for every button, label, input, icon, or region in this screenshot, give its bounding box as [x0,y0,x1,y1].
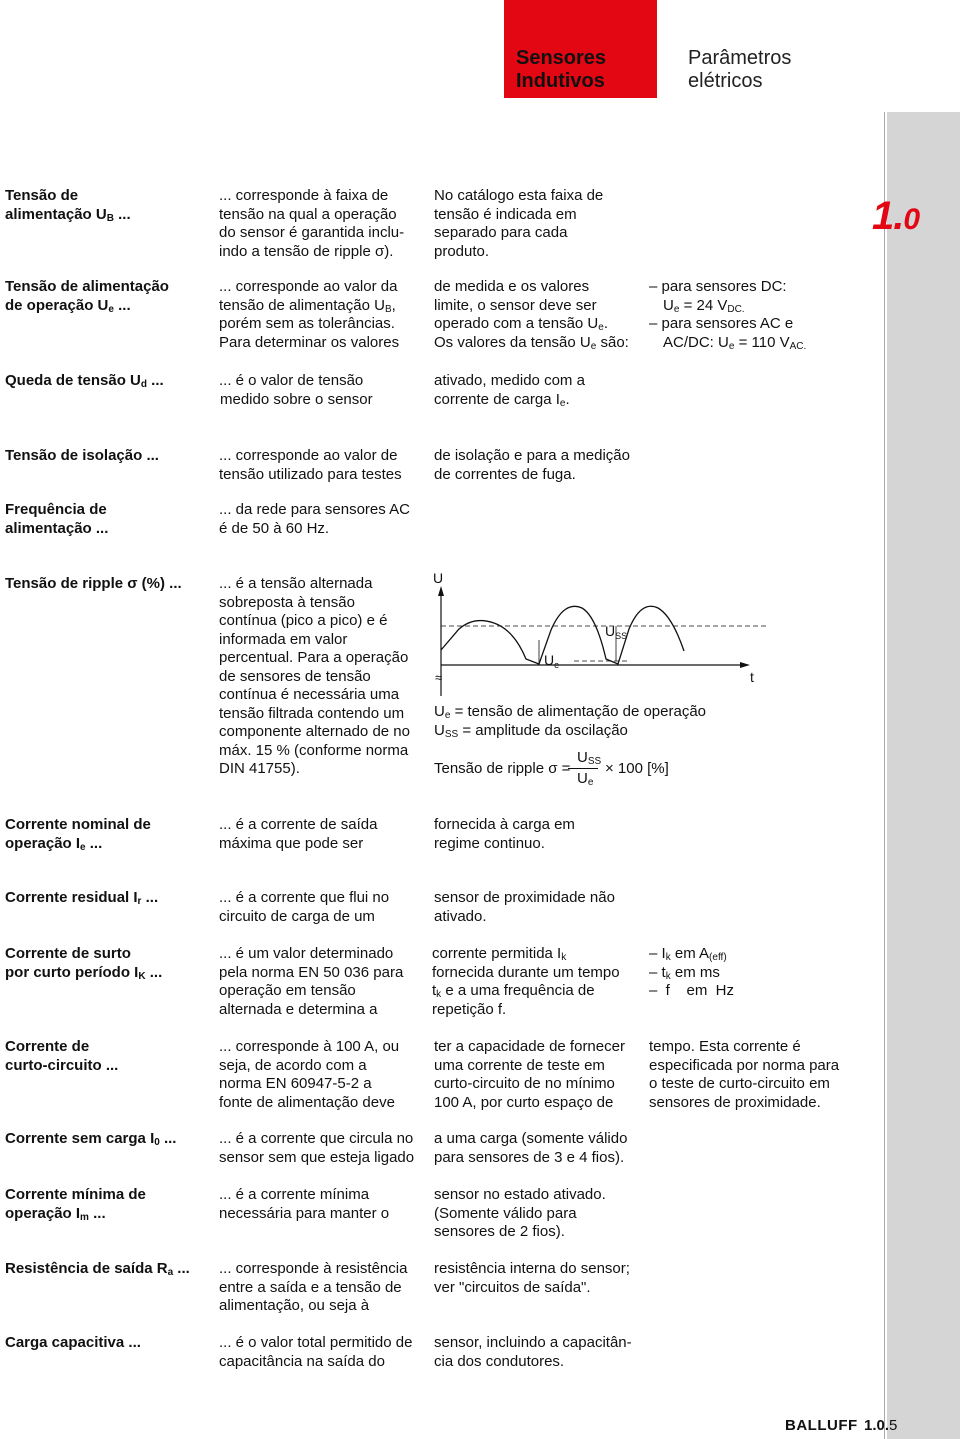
ripple-curve [441,606,684,664]
note-minima: sensor no estado ativado. (Somente válido para sensores de 2 fios). [434,1186,606,1240]
term-queda: Queda de tensão $U_d$ ... [5,372,164,390]
uss-label: $U_{SS}$ [605,623,628,641]
note-curto: ter a capacidade de fornecer uma corrente de teste em curto-circuito de no mínimo 100 A, por curto espaço de [434,1038,625,1111]
term-semcarga: Corrente sem carga $I_0$ ... [5,1130,177,1148]
note-surto: corrente permitida $I_k$ fornecida durante um tempo $t_k$ e a uma frequência de repetição f. [432,945,620,1018]
axis-break-mark: ≈ [435,670,443,685]
definition-ripple: ... é a tensão alternada sobreposta à tensão contínua (pico a pico) e é informada em valor percentual. Para a operação de sensores de tensão contínua é necessária uma tensão filtrada contendo um componente alternado de no máx. 15 % (conforme norma DIN 41755). [219,575,410,777]
definition-frequencia: ... da rede para sensores AC é de 50 à 60 Hz. [219,501,410,537]
term-isolacao: Tensão de isolação ... [5,447,159,464]
ripple-formula: Tensão de ripple σ = $U_{SS}$ $U_e$ × 100 [%] [434,749,669,788]
fraction-bar [568,768,598,769]
definition-resistencia: ... corresponde à resistência entre a saída e a tensão de alimentação, ou seja à [219,1260,408,1314]
note-isolacao: de isolação e para a medição de correntes de fuga. [434,447,630,483]
definition-semcarga: ... é a corrente que circula no sensor sem que esteja ligado [219,1130,415,1166]
definition-capacitiva: ... é o valor total permitido de capacitância na saída do [219,1334,413,1370]
definition-operacao: ... corresponde ao valor da tensão de alimentação $U_B$, porém sem as tolerâncias. Para determinar os valores [219,278,400,351]
x-axis-arrow [740,662,750,668]
term-minima: Corrente mínima de operação $I_m$ ... [5,1186,146,1223]
term-alimentacao: Tensão de alimentação $U_B$ ... [5,187,131,224]
y-axis-label: U [433,570,444,586]
definition-minima: ... é a corrente mínima necessária para manter o [219,1186,390,1222]
term-frequencia: Frequência de alimentação ... [5,501,109,537]
term-nominal: Corrente nominal de operação $I_e$ ... [5,816,151,853]
term-operacao: Tensão de alimentação de operação $U_e$ ... [5,278,169,315]
note-curto-continued: tempo. Esta corrente é especificada por norma para o teste de curto-circuito em sensores de proximidade. [649,1038,840,1111]
definition-nominal: ... é a corrente de saída máxima que pode ser [219,816,378,852]
note-capacitiva: sensor, incluindo a capacitân- cia dos condutores. [434,1334,632,1370]
x-axis-label: t [750,669,754,685]
ripple-legend: $U_e$ = tensão de alimentação de operação $U_{SS}$ = amplitude da oscilação [434,703,707,740]
chapter-side-tab [887,112,960,1439]
note-resistencia: resistência interna do sensor; ver "circuitos de saída". [434,1260,630,1296]
note-residual: sensor de proximidade não ativado. [434,889,615,925]
note-nominal: fornecida à carga em regime continuo. [434,816,575,852]
term-surto: Corrente de surto por curto período $I_K$ ... [5,945,163,982]
topic-title: Parâmetros elétricos [688,47,792,92]
term-capacitiva: Carga capacitiva ... [5,1334,141,1351]
term-curto: Corrente de curto-circuito ... [5,1038,119,1074]
term-residual: Corrente residual $I_r$ ... [5,889,159,907]
note-operacao: de medida e os valores limite, o sensor deve ser operado com a tensão $U_e$. Os valores da tensão $U_e$ são: [434,278,629,352]
balluff-logo: BALLUFF [785,1417,858,1434]
ripple-waveform-diagram [424,566,784,698]
definition-residual: ... é a corrente que flui no circuito de carga de um [219,889,390,925]
term-resistencia: Resistência de saída $R_a$ ... [5,1260,190,1278]
note-semcarga: a uma carga (somente válido para sensores de 3 e 4 fios). [434,1130,628,1166]
definition-surto: ... é um valor determinado pela norma EN 50 036 para operação em tensão alternada e determina a [219,945,404,1018]
term-ripple: Tensão de ripple σ (%) ... [5,575,182,592]
definition-queda: ... é o valor de tensão medido sobre o sensor [219,372,373,408]
note-alimentacao: No catálogo esta faixa de tensão é indicada em separado para cada produto. [434,187,604,260]
note-queda: ativado, medido com a corrente de carga $I_e$. [434,372,585,409]
y-axis-arrow [438,586,444,596]
section-title: Sensores Indutivos [516,47,607,92]
definition-alimentacao: ... corresponde à faixa de tensão na qual a operação do sensor é garantida inclu- indo a tensão de ripple σ). [219,187,405,260]
values-operacao: – para sensores DC: $U_e = 24$ $V_{DC.}$ – para sensores AC e AC/DC: $U_e = 110$ $V_{AC.}$ [649,278,807,352]
units-surto: – $I_k$ em $A_{(eff)}$ – $t_k$ em ms – f em Hz [649,945,735,999]
ue-label: $U_e$ [544,652,560,670]
page-number: 1.0.5 [864,1417,898,1434]
chapter-number: 1.0 [872,194,920,238]
definition-isolacao: ... corresponde ao valor de tensão utilizado para testes [219,447,402,483]
definition-curto: ... corresponde à 100 A, ou seja, de acordo com a norma EN 60947-5-2 a fonte de alimentação deve [219,1038,400,1111]
